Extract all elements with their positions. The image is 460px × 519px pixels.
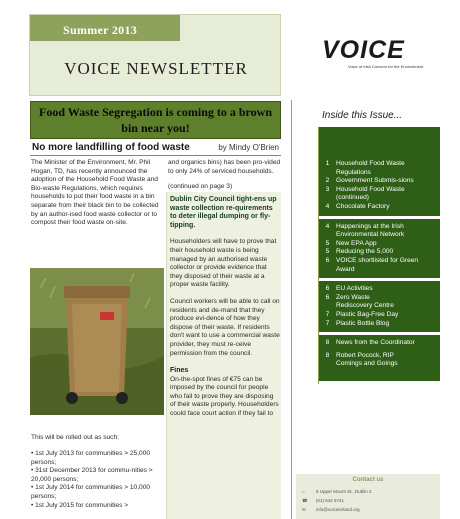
article-title: No more landfilling of food waste [32, 142, 190, 153]
lead-headline: Food Waste Segregation is coming to a brown bin near you! [30, 101, 281, 139]
toc-page: 6 [325, 256, 330, 264]
toc-title: Robert Pocock, RIP [336, 351, 394, 359]
dublin-paragraph-1: Householders will have to prove that their household waste is being managed by an authorised waste collector or provide evidence that they disposed of their waste at a proper waste facility. [170, 238, 277, 289]
newsletter-title: VOICE NEWSLETTER [64, 59, 248, 78]
toc-page: 1 [325, 160, 330, 167]
toc-page [319, 360, 336, 369]
toc-page: 7 [325, 319, 330, 327]
rollout-intro: This will be rolled out as such: [31, 434, 119, 441]
toc-page: 6 [325, 285, 330, 293]
toc-title: Rediscovery Centre [336, 302, 394, 310]
toc-title: Plastic Bag-Free Day [336, 310, 399, 318]
inside-this-issue-title: Inside this Issue... [322, 110, 403, 121]
rollout-item: • 1st July 2014 for communities > 10,000 persons; [31, 484, 151, 500]
toc-block [319, 281, 440, 332]
toc-title: Government Submis-sions [336, 177, 414, 185]
toc-title: Comings and Goings [336, 360, 398, 368]
voice-logo [322, 36, 452, 72]
toc-page: 4 [325, 202, 330, 210]
toc-page: 5 [325, 248, 330, 256]
toc-item[interactable] [319, 311, 440, 320]
toc-title: Household Food Waste Regulations [336, 160, 405, 176]
email-text: info@voiceireland.org [316, 507, 360, 512]
fines-heading: Fines [170, 367, 189, 375]
article-mid-top: and organics bins) has been pro-vided to only 24% of serviced households. [168, 159, 281, 175]
contact-address [302, 489, 372, 494]
dublin-heading: Dublin City Council tight-ens up waste collection re-quirements to deter illegal dumping or fly-tipping. [170, 196, 277, 229]
issue-season: Summer 2013 [63, 23, 138, 37]
rollout-item: • 1st July 2013 for communities > 25,000 persons; [31, 450, 151, 466]
toc-title: News from the Coordinator [336, 339, 415, 347]
toc-item[interactable] [319, 339, 440, 348]
toc-item[interactable] [319, 177, 440, 186]
toc-page: 6 [325, 293, 330, 301]
toc-title: Zero Waste [336, 293, 370, 301]
phone-icon: ☎ [302, 498, 308, 503]
toc-title: Reducing the 5,000 [336, 248, 394, 256]
toc-item[interactable] [319, 360, 440, 369]
toc-item[interactable] [319, 257, 440, 274]
toc-item[interactable] [319, 240, 440, 249]
toc-item[interactable] [319, 203, 440, 212]
toc-title: New EPA App [336, 239, 377, 247]
toc-page: 8 [325, 339, 330, 347]
masthead [29, 14, 281, 96]
toc-item[interactable] [319, 248, 440, 257]
contact-box [296, 474, 440, 519]
toc-page [319, 302, 336, 311]
toc-block [319, 335, 440, 381]
toc-item[interactable] [319, 320, 440, 329]
toc-item[interactable] [319, 186, 440, 203]
toc-block [319, 219, 440, 279]
toc-title: Plastic Bottle Blog [336, 319, 390, 327]
toc-title: EU Activities [336, 285, 373, 293]
toc-title: Chocolate Factory [336, 202, 390, 210]
toc-page: 2 [325, 177, 330, 185]
toc-item[interactable] [319, 160, 440, 177]
toc-block [319, 127, 440, 216]
toc-item[interactable] [319, 352, 440, 361]
column-divider [291, 100, 292, 519]
article-subhead [30, 142, 281, 156]
mail-icon: ✉ [302, 507, 306, 512]
contact-phone [302, 498, 344, 504]
toc-page: 3 [325, 185, 330, 193]
article-byline: by Mindy O'Brien [218, 143, 279, 152]
rollout-list [31, 450, 163, 510]
address-text: 9 Upper Mount St., Dublin 2 [316, 489, 372, 494]
phone-text: (01) 642 5741 [316, 498, 345, 503]
rollout-item: • 31st December 2013 for commu-nities > 20,000 persons; [31, 467, 153, 483]
toc-item[interactable] [319, 285, 440, 294]
toc-title: Happenings at the Irish Environmental Network [336, 222, 405, 239]
dublin-sidebar-box [166, 192, 281, 519]
brown-bin-photo [30, 268, 164, 415]
toc-page: 4 [325, 222, 330, 230]
toc-title: VOICE shortlisted for Green Award [336, 256, 419, 273]
rollout-item: • 1st July 2015 for communities > [31, 501, 129, 509]
toc-page: 5 [325, 239, 330, 247]
table-of-contents [318, 127, 440, 384]
fines-paragraph: On-the-spot fines of €75 can be imposed by the council for people who fail to prove they are disposing of their waste properly. Householders could face court action if they fail to [170, 375, 279, 418]
toc-item[interactable] [319, 294, 440, 303]
toc-item[interactable] [319, 302, 440, 311]
contact-title: Contact us [352, 477, 384, 483]
toc-title: Household Food Waste (continued) [336, 185, 405, 202]
toc-item[interactable] [319, 223, 440, 240]
home-icon: ⌂ [302, 489, 305, 494]
continued-note: (continued on page 3) [168, 183, 233, 190]
toc-page: 8 [325, 351, 330, 359]
contact-email[interactable] [302, 507, 360, 513]
toc-page: 7 [325, 310, 330, 318]
dublin-paragraph-2: Council workers will be able to call on residents and de-mand that they produce evi-dence of how they dispose of their waste. If residents don't want to use a commercial waste provider, they must re-ceive permission from the council. [170, 297, 280, 357]
logo-tagline: Voice of Irish Concern for the Environment [348, 64, 424, 69]
logo-wordmark: VOICE [322, 36, 405, 64]
article-left-intro: The Minister of the Environment, Mr. Phil Hogan, TD, has recently announced the adoption of the Household Food Waste and Bio-waste Regulations, which requires households to put their food waste in a bin separate from their black bin to be collected by an author-ised food waste collector or to compost their food waste on-site. [31, 159, 159, 227]
